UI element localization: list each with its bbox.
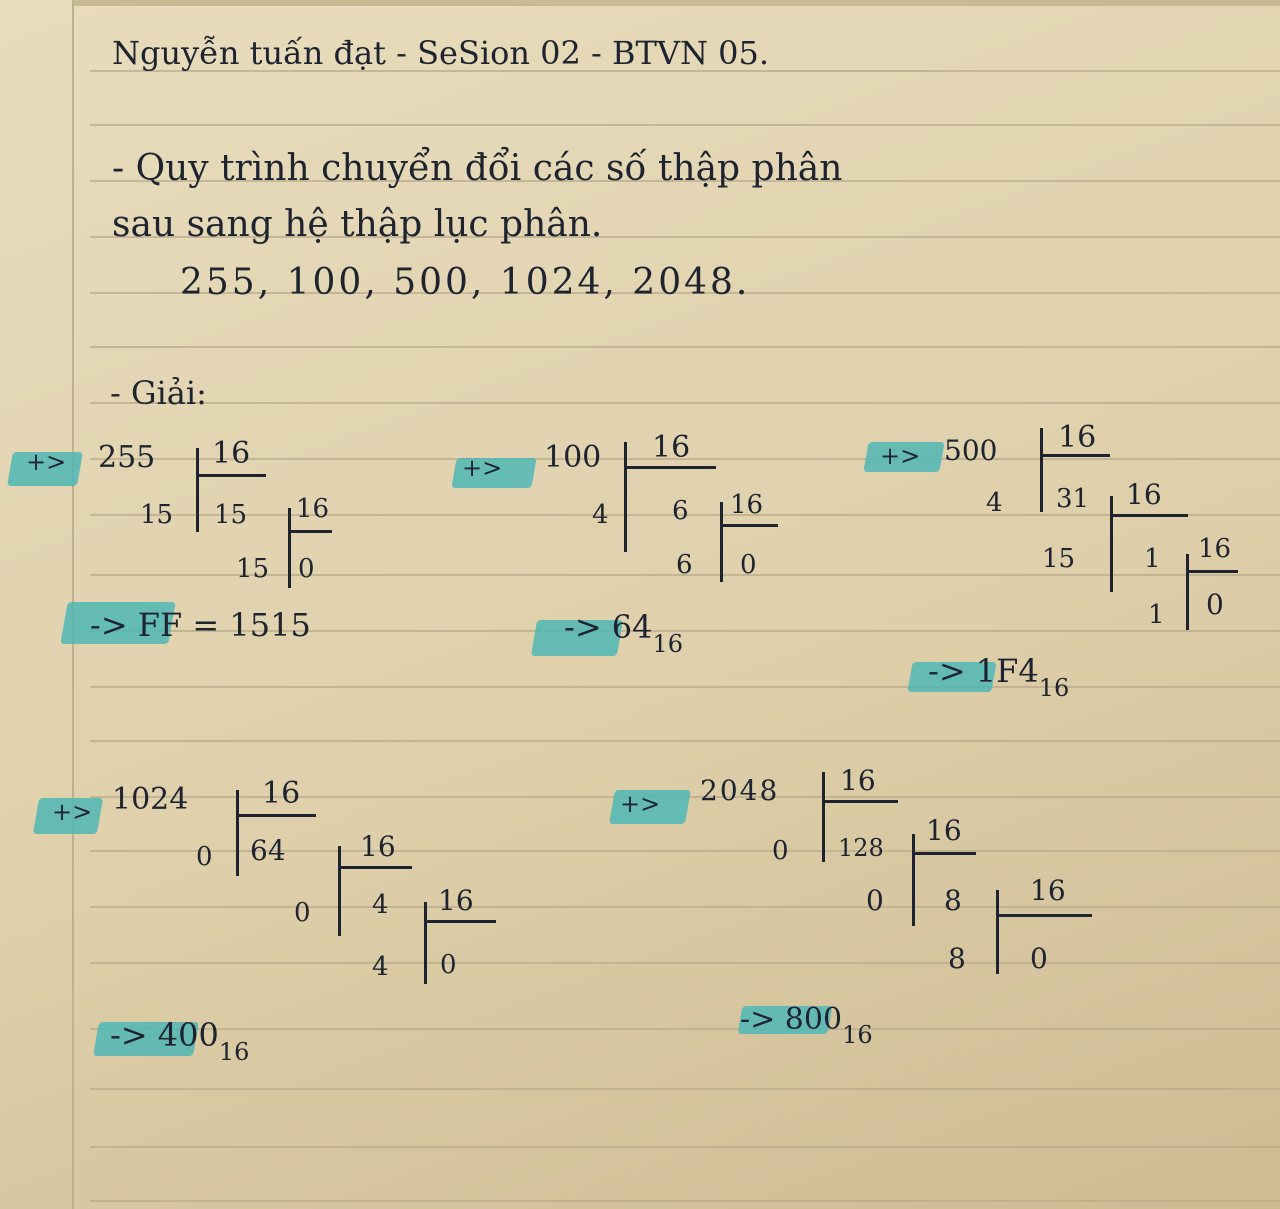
division-bar	[912, 834, 915, 926]
result-2048	[740, 1002, 873, 1049]
remainder: 15	[140, 500, 174, 530]
division-bar	[236, 790, 239, 876]
base-subscript: 16	[1038, 674, 1070, 702]
remainder: 4	[986, 488, 1003, 518]
result-255: -> FF = 1515	[90, 606, 311, 644]
division-bar	[912, 852, 976, 855]
divisor: 16	[840, 764, 876, 797]
division-bar	[822, 772, 825, 862]
remainder: 0	[196, 842, 213, 872]
quotient: 0	[440, 950, 457, 980]
page-title: Nguyễn tuấn đạt - SeSion 02 - BTVN 05.	[112, 34, 770, 72]
step-marker: +>	[26, 448, 67, 476]
ruled-line	[90, 686, 1280, 688]
divisor: 16	[1126, 478, 1162, 511]
quotient: 128	[838, 834, 884, 862]
quotient: 0	[298, 554, 315, 584]
ruled-line	[90, 124, 1280, 126]
solution-label: - Giải:	[110, 374, 207, 412]
result-100	[564, 608, 683, 658]
division-bar	[1040, 428, 1043, 512]
step-marker: +>	[462, 454, 503, 482]
remainder: 15	[236, 554, 270, 584]
ruled-line	[90, 1028, 1280, 1030]
division-bar	[720, 502, 723, 582]
division-bar	[338, 866, 412, 869]
step-marker: +>	[52, 798, 93, 826]
divisor: 16	[652, 430, 691, 465]
division-bar	[196, 474, 266, 477]
divisor: 16	[1058, 420, 1097, 455]
division-bar	[236, 814, 316, 817]
problem-numbers: 255, 100, 500, 1024, 2048.	[180, 262, 751, 303]
step-marker: +>	[620, 790, 661, 818]
quotient: 4	[372, 890, 389, 920]
dividend-100: 100	[544, 440, 602, 475]
division-bar	[424, 920, 496, 923]
remainder: 0	[294, 898, 311, 928]
dividend-255: 255	[98, 440, 156, 475]
quotient: 0	[1206, 588, 1224, 621]
ruled-line	[90, 346, 1280, 348]
division-bar	[288, 530, 332, 533]
divisor: 16	[212, 436, 251, 471]
quotient: 6	[672, 496, 689, 526]
divisor: 16	[438, 884, 474, 917]
division-bar	[624, 442, 627, 552]
ruled-line	[90, 962, 1280, 964]
division-bar	[424, 902, 427, 984]
quotient: 31	[1056, 484, 1090, 514]
divisor: 16	[926, 814, 962, 847]
divisor: 16	[730, 490, 764, 520]
divisor: 16	[1198, 534, 1232, 564]
quotient: 0	[740, 550, 757, 580]
remainder: 4	[592, 500, 609, 530]
step-marker: +>	[880, 442, 921, 470]
remainder: 4	[372, 952, 389, 982]
division-bar	[996, 890, 999, 974]
division-bar	[996, 914, 1092, 917]
ruled-line	[90, 1146, 1280, 1148]
division-bar	[624, 466, 716, 469]
division-bar	[1186, 554, 1189, 630]
result-value: -> 400	[110, 1016, 219, 1054]
dividend-1024: 1024	[112, 782, 189, 817]
problem-line-2: sau sang hệ thập lục phân.	[112, 204, 603, 245]
remainder: 8	[948, 942, 966, 975]
base-subscript: 16	[842, 1021, 873, 1049]
top-edge	[72, 0, 1280, 6]
result-1024	[110, 1016, 249, 1066]
result-value: -> 1F4	[928, 652, 1039, 690]
division-bar	[288, 508, 291, 588]
ruled-line	[90, 1200, 1280, 1202]
division-bar	[720, 524, 778, 527]
result-500	[928, 652, 1069, 702]
division-bar	[338, 846, 341, 936]
division-bar	[1110, 496, 1113, 592]
ruled-line	[90, 740, 1280, 742]
division-bar	[822, 800, 898, 803]
divisor: 16	[296, 494, 330, 524]
quotient: 1	[1144, 544, 1161, 574]
base-subscript: 16	[218, 1038, 250, 1066]
quotient: 64	[250, 834, 286, 867]
dividend-500: 500	[944, 434, 998, 467]
remainder: 0	[772, 836, 789, 866]
ruled-line	[90, 1088, 1280, 1090]
remainder: 15	[1042, 544, 1076, 574]
divisor: 16	[1030, 874, 1066, 907]
remainder: 1	[1148, 600, 1165, 630]
division-bar	[1110, 514, 1188, 517]
remainder: 0	[866, 884, 884, 917]
divisor: 16	[360, 830, 396, 863]
remainder: 6	[676, 550, 693, 580]
divisor: 16	[262, 776, 301, 811]
result-value: -> 64	[564, 608, 653, 646]
quotient: 8	[944, 884, 962, 917]
base-subscript: 16	[652, 630, 684, 658]
ruled-line	[90, 906, 1280, 908]
quotient: 15	[214, 500, 248, 530]
division-bar	[1186, 570, 1238, 573]
quotient: 0	[1030, 942, 1048, 975]
ruled-line	[90, 402, 1280, 404]
dividend-2048: 2048	[700, 774, 780, 807]
division-bar	[196, 448, 199, 532]
problem-line-1: - Quy trình chuyển đổi các số thập phân	[112, 148, 843, 189]
result-value: -> 800	[740, 1002, 843, 1037]
